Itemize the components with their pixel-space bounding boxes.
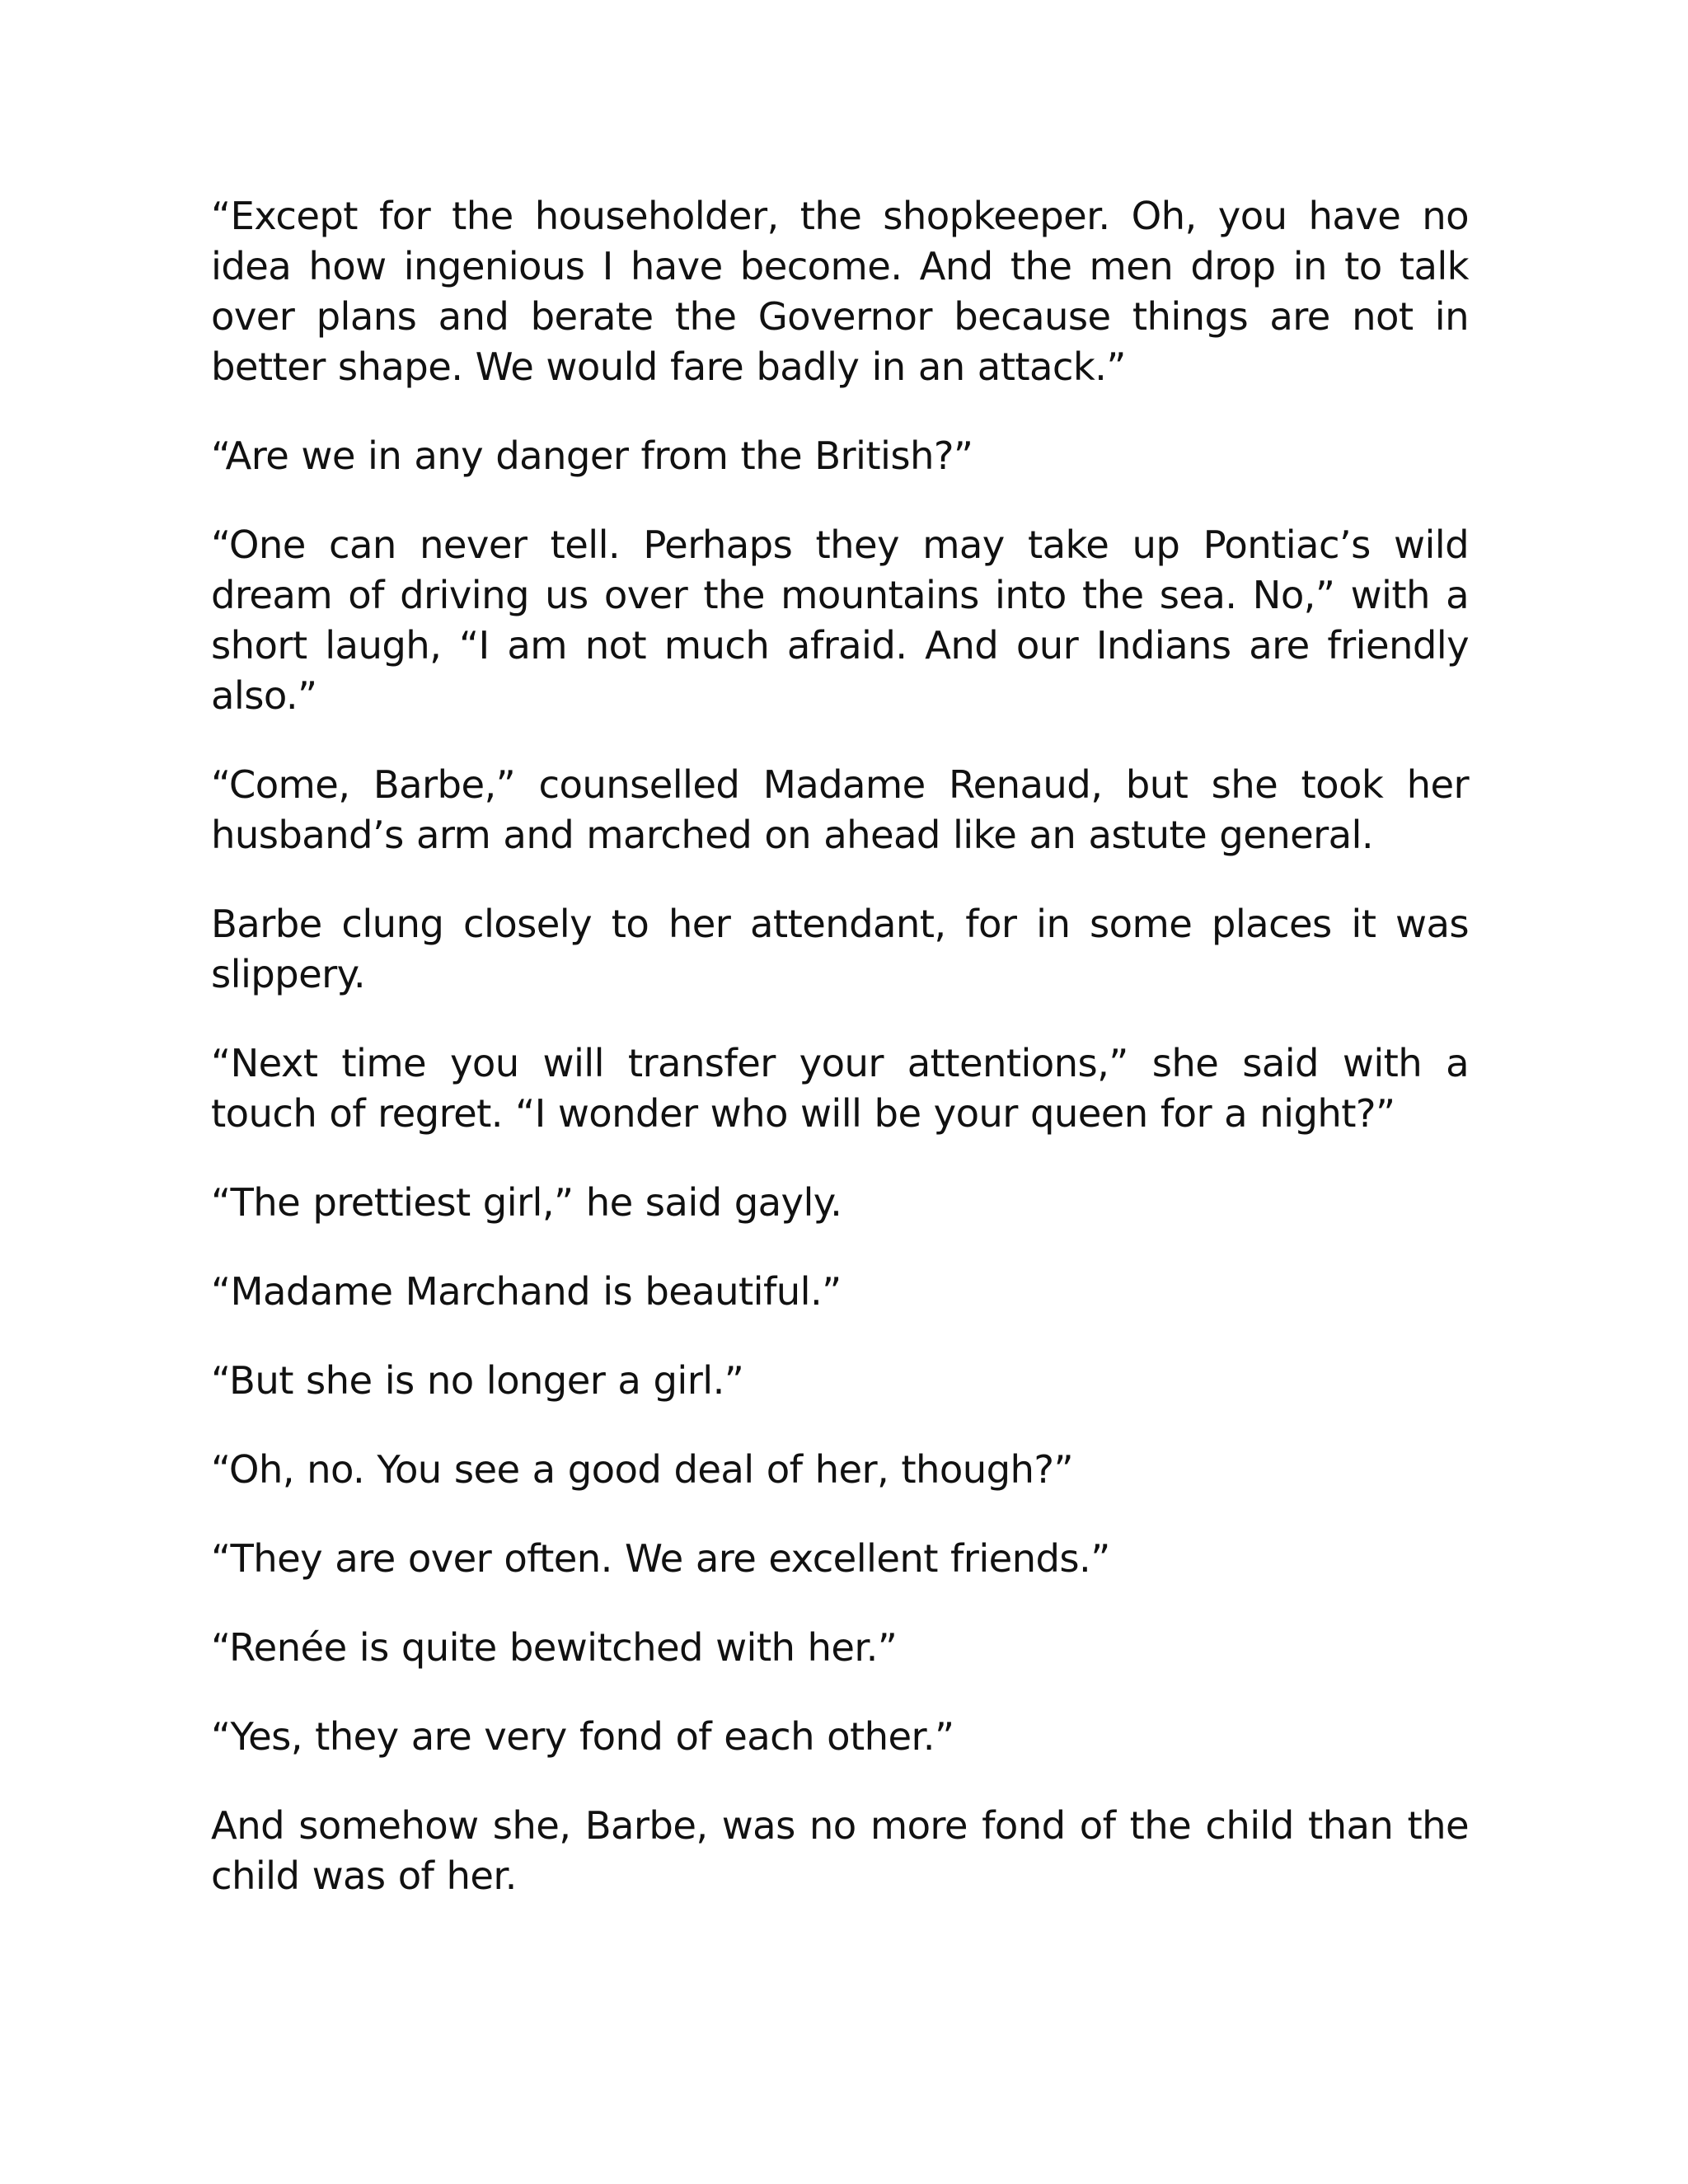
paragraph: And somehow she, Barbe, was no more fond of the child than the child was of her. bbox=[211, 1803, 1469, 1898]
paragraph: “Except for the householder, the shopkeeper. Oh, you have no idea how ingenious I have become. And the men drop in to talk over plans and berate the Governor because things are not in better shape. We would fare badly in an attack.” bbox=[211, 194, 1469, 389]
document-page bbox=[211, 191, 1469, 1901]
paragraph: “Madame Marchand is beautiful.” bbox=[211, 1269, 842, 1314]
paragraph: “Come, Barbe,” counselled Madame Renaud, but she took her husband’s arm and marched on ahead like an astute general. bbox=[211, 762, 1469, 857]
paragraph: Barbe clung closely to her attendant, for in some places it was slippery. bbox=[211, 902, 1469, 996]
paragraph: “The prettiest girl,” he said gayly. bbox=[211, 1180, 842, 1225]
paragraph: “Next time you will transfer your attentions,” she said with a touch of regret. “I wonder who will be your queen for a night?” bbox=[211, 1041, 1469, 1136]
paragraph: “One can never tell. Perhaps they may take up Pontiac’s wild dream of driving us over the mountains into the sea. No,” with a short laugh, “I am not much afraid. And our Indians are friendly also.” bbox=[211, 523, 1469, 718]
paragraph: “Are we in any danger from the British?” bbox=[211, 434, 973, 478]
paragraph: “Oh, no. You see a good deal of her, though?” bbox=[211, 1447, 1073, 1492]
paragraph: “They are over often. We are excellent friends.” bbox=[211, 1536, 1110, 1581]
paragraph: “Yes, they are very fond of each other.” bbox=[211, 1714, 954, 1759]
paragraph: “Renée is quite bewitched with her.” bbox=[211, 1625, 898, 1670]
paragraph: “But she is no longer a girl.” bbox=[211, 1358, 744, 1403]
